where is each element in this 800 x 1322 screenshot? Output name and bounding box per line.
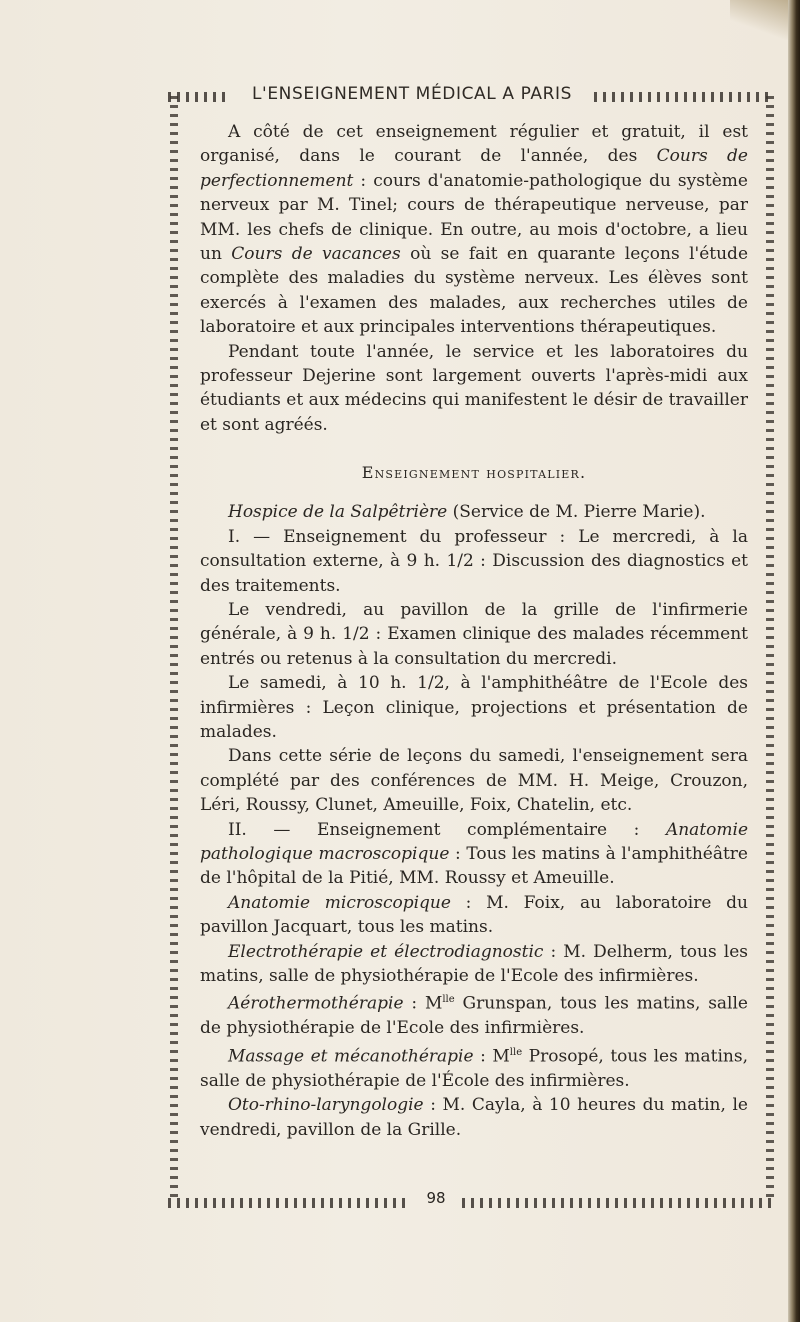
text: : M. Delherm, tous les matins, salle de physiothérapie de l'Ecole des infirmières. — [200, 941, 748, 986]
paragraph-microscopique — [200, 891, 748, 940]
text: où se fait en quarante leçons l'étude complète des maladies du système nerveux. Les élèves sont exercés à l'examen des malades, aux recherches utiles de laboratoire et aux principales interventions thérapeutiques. — [200, 244, 748, 338]
paragraph-serie: Dans cette série de leçons du samedi, l'enseignement sera complété par des conférences de MM. H. Meige, Crouzon, Léri, Roussy, Clunet, Ameuille, Foix, Chatelin, etc. — [200, 746, 748, 816]
text: : M. Foix, au laboratoire du pavillon Jacquart, tous les matins. — [200, 892, 748, 938]
italic-text: Anatomie microscopique — [228, 892, 451, 913]
ornamental-border-left — [170, 96, 178, 1200]
ornamental-border-bottom-right — [462, 1198, 774, 1208]
italic-text: Cours de perfectionnement — [200, 146, 748, 191]
book-binding-edge — [788, 0, 800, 1322]
italic-text: Massage et mécanothérapie — [228, 1046, 474, 1067]
italic-text: Cours de vacances — [231, 244, 401, 265]
italic-text: Electrothérapie et électrodiagnostic — [228, 941, 544, 962]
text: : Tous les matins à l'amphithéâtre de l'hôpital de la Pitié, MM. Roussy et Ameuille. — [200, 843, 748, 889]
paragraph-courses — [200, 120, 748, 340]
italic-text: Aérothermothérapie — [228, 994, 404, 1015]
text: : M. Cayla, à 10 heures du matin, le vendredi, pavillon de la Grille. — [200, 1095, 748, 1140]
italic-text: Anatomie pathologique macroscopique — [200, 819, 748, 864]
italic-text: Hospice de la Salpêtrière — [228, 502, 448, 523]
ornamental-border-top-right — [594, 92, 774, 102]
text: : M — [473, 1046, 510, 1067]
text: Grunspan, tous les matins, salle de physiothérapie de l'Ecole des infirmières. — [200, 994, 748, 1039]
running-head: L'ENSEIGNEMENT MÉDICAL A PARIS — [251, 84, 573, 104]
text: II. — Enseignement complémentaire : — [228, 819, 666, 840]
italic-text: Oto-rhino-laryngologie — [228, 1095, 424, 1116]
paragraph-aerothermotherapie — [200, 988, 748, 1040]
paragraph-electrotherapie — [200, 940, 748, 989]
page-body — [200, 120, 748, 1142]
ornamental-border-bottom-left — [168, 1198, 410, 1208]
section-title: Enseignement hospitalier. — [361, 463, 587, 483]
text: : M — [403, 994, 443, 1015]
paragraph-oto-rhino — [200, 1093, 748, 1142]
text: : cours d'anatomie-pathologique du système nerveux par M. Tinel; cours de thérapeutique nerveuse, par MM. les chefs de clinique. En outre, au mois d'octobre, a lieu un — [200, 170, 748, 265]
page-number: 98 — [426, 1189, 446, 1207]
paragraph-samedi: Le samedi, à 10 h. 1/2, à l'amphithéâtre de l'Ecole des infirmières : Leçon clinique, projections et présentation de malades. — [200, 673, 748, 742]
paragraph-massage — [200, 1041, 748, 1093]
paragraph-dejerine: Pendant toute l'année, le service et les laboratoires du professeur Dejerine sont largement ouverts l'après-midi aux étudiants et aux médecins qui manifestent le désir de travailler et sont agréés. — [200, 341, 748, 435]
paragraph-II — [200, 818, 748, 891]
text: A côté de cet enseignement régulier et gratuit, il est organisé, dans le courant de l'année, des — [200, 122, 748, 167]
text: Prosopé, tous les matins, salle de physiothérapie de l'École des infirmières. — [200, 1046, 748, 1091]
paragraph-I: I. — Enseignement du professeur : Le mercredi, à la consultation externe, à 9 h. 1/2 : Discussion des diagnostics et des traitements. — [200, 526, 748, 596]
text: (Service de M. Pierre Marie). — [447, 502, 706, 523]
hospice-heading — [200, 500, 748, 524]
paragraph-vendredi: Le vendredi, au pavillon de la grille de l'infirmerie générale, à 9 h. 1/2 : Examen clinique des malades récemment entrés ou retenus à la consultation du mercredi. — [200, 599, 748, 669]
ornamental-border-right — [766, 96, 774, 1200]
superscript: lle — [442, 994, 455, 1006]
superscript: lle — [509, 1046, 523, 1058]
